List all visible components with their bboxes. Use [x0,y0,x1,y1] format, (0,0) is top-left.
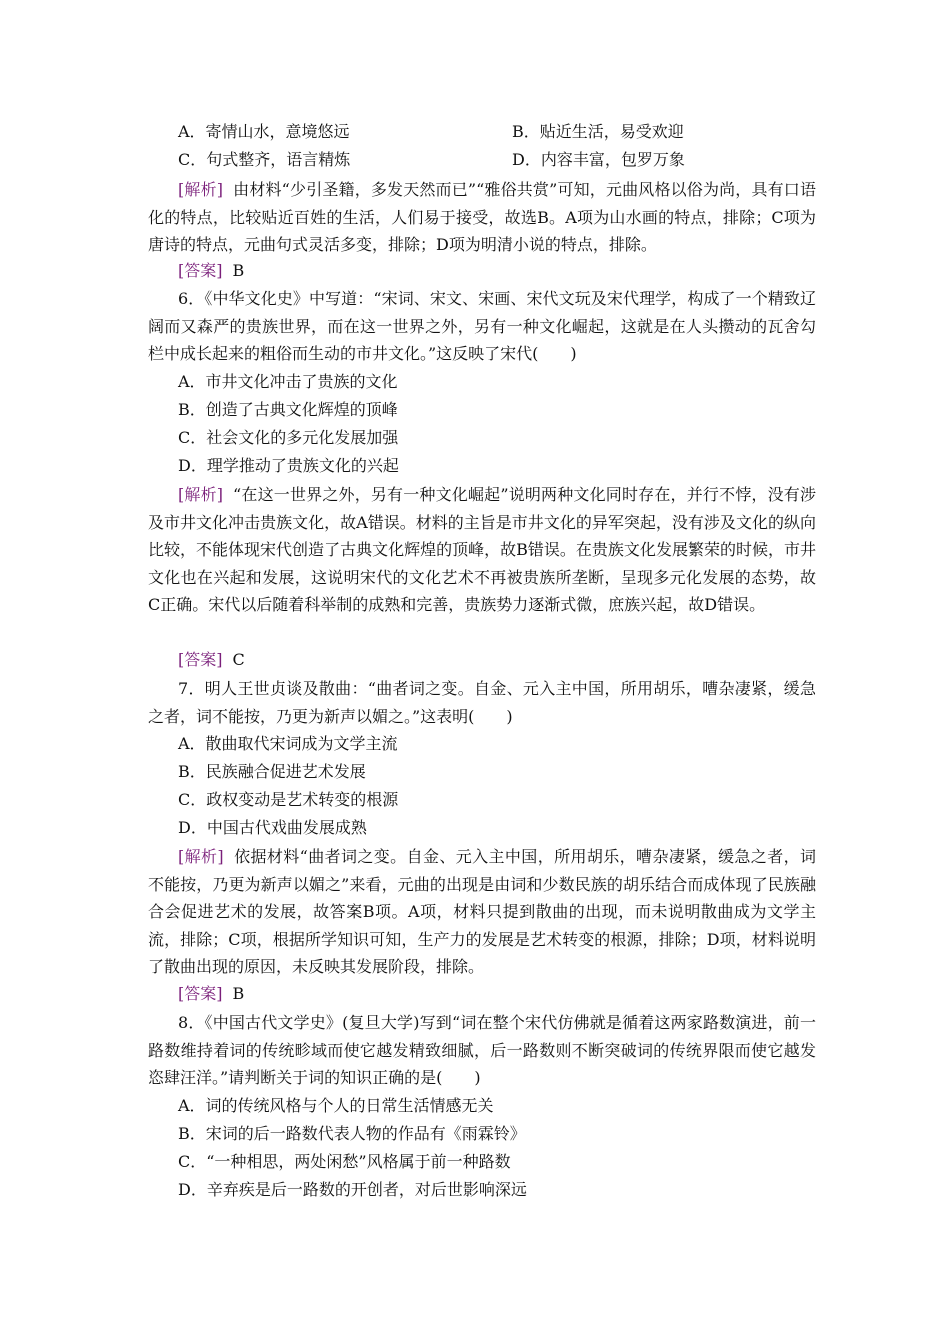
q6-answer-value: C [232,650,245,669]
q7-option-b: B．民族融合促进艺术发展 [178,762,366,781]
analysis-tag: [解析] [178,847,224,866]
q8-option-a: A．词的传统风格与个人的日常生活情感无关 [178,1096,494,1115]
q7-stem: 7．明人王世贞谈及散曲：“曲者词之变。自金、元入主中国，所用胡乐，嘈杂凄紧，缓急之者，词不能按，乃更为新声以媚之。”这表明( ) [148,679,816,726]
q6-option-d: D．理学推动了贵族文化的兴起 [178,456,399,475]
q7-answer-value: B [232,984,245,1003]
q6-stem: 6．《中华文化史》中写道：“宋词、宋文、宋画、宋代文玩及宋代理学，构成了一个精致辽阔而又森严的贵族世界，而在这一世界之外，另有一种文化崛起，这就是在人头攒动的瓦舍勾栏中成长起来的粗俗而生动的市井文化。”这反映了宋代( ) [148,289,816,363]
q6-analysis [148,481,816,619]
q7-analysis-text: 依据材料“曲者词之变。自金、元入主中国，所用胡乐，嘈杂凄紧，缓急之者，词不能按，乃更为新声以媚之”来看，元曲的出现是由词和少数民族的胡乐结合而成体现了民族融合会促进艺术的发展，故答案B项。A项，材料只提到散曲的出现，而未说明散曲成为文学主流，排除；C项，根据所学知识可知，生产力的发展是艺术转变的根源，排除；D项，材料说明了散曲出现的原因，未反映其发展阶段，排除。 [148,847,816,976]
q6-option-c: C．社会文化的多元化发展加强 [178,428,399,447]
q7-option-a: A．散曲取代宋词成为文学主流 [178,734,398,753]
analysis-tag: [解析] [178,180,223,199]
q8-option-d: D．辛弃疾是后一路数的开创者，对后世影响深远 [178,1180,527,1199]
analysis-tag: [解析] [178,485,224,504]
q5-option-b: B．贴近生活，易受欢迎 [512,122,684,141]
q5-analysis-text: 由材料“少引圣籍，多发天然而已”“雅俗共赏”可知，元曲风格以俗为尚，具有口语化的特点，比较贴近百姓的生活，人们易于接受，故选B。A项为山水画的特点，排除；C项为唐诗的特点，元曲句式灵活多变，排除；D项为明清小说的特点，排除。 [148,180,816,254]
q6-analysis-text: “在这一世界之外，另有一种文化崛起”说明两种文化同时存在，并行不悖，没有涉及市井文化冲击贵族文化，故A错误。材料的主旨是市井文化的异军突起，没有涉及文化的纵向比较，不能体现宋代创造了古典文化辉煌的顶峰，故B错误。在贵族文化发展繁荣的时候，市井文化也在兴起和发展，这说明宋代的文化艺术不再被贵族所垄断，呈现多元化发展的态势，故C正确。宋代以后随着科举制的成熟和完善，贵族势力逐渐式微，庶族兴起，故D错误。 [148,485,816,614]
q5-option-d: D．内容丰富，包罗万象 [512,150,685,169]
answer-tag: [答案] [178,984,223,1003]
q8-option-b: B．宋词的后一路数代表人物的作品有《雨霖铃》 [178,1124,526,1143]
q7-option-d: D．中国古代戏曲发展成熟 [178,818,367,837]
q6-answer [178,650,245,672]
q8-stem: 8．《中国古代文学史》(复旦大学)写到“词在整个宋代仿佛就是循着这两家路数演进，前一路数维持着词的传统畛域而使它越发精致细腻，后一路数则不断突破词的传统界限而使它越发恣肆汪洋。”请判断关于词的知识正确的是( ) [148,1013,816,1087]
q5-answer [178,261,244,283]
q5-analysis [148,176,816,259]
q6-option-b: B．创造了古典文化辉煌的顶峰 [178,400,398,419]
q5-answer-value: B [232,261,245,280]
answer-tag: [答案] [178,650,223,669]
q8-option-c: C．“一种相思，两处闲愁”风格属于前一种路数 [178,1152,511,1171]
q5-option-a: A．寄情山水，意境悠远 [178,122,350,141]
q7-option-c: C．政权变动是艺术转变的根源 [178,790,399,809]
q6-option-a: A．市井文化冲击了贵族的文化 [178,372,398,391]
answer-tag: [答案] [178,261,223,280]
q7-analysis [148,843,816,981]
q5-option-c: C．句式整齐，语言精炼 [178,150,351,169]
q7-answer [178,984,244,1006]
